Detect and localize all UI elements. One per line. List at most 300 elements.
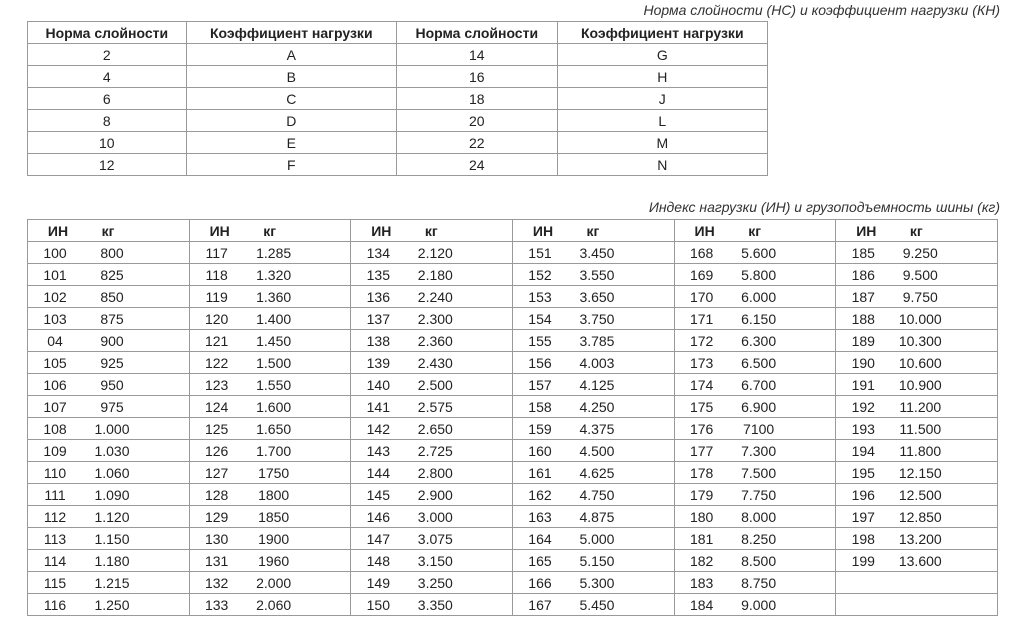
table-row	[28, 132, 768, 154]
load-table-header-row	[28, 220, 998, 242]
load-table-cell	[836, 374, 998, 396]
load-kg-value: 875	[100, 310, 124, 327]
load-kg-value: 2.360	[417, 332, 453, 349]
load-table-cell	[189, 462, 351, 484]
load-kg-value: 3.350	[417, 596, 453, 613]
load-kg-value: 4.250	[579, 398, 615, 415]
header-load-index: ИН	[209, 222, 230, 239]
load-table-cell	[189, 572, 351, 594]
load-kg-value: 6.900	[741, 398, 777, 415]
load-table-cell	[351, 374, 513, 396]
load-kg-value: 12.850	[898, 508, 942, 525]
load-kg-value: 8.250	[741, 530, 777, 547]
load-table-cell	[351, 506, 513, 528]
load-kg-value: 2.430	[417, 354, 453, 371]
load-kg-value: 2.575	[417, 398, 453, 415]
load-kg-value: 6.700	[741, 376, 777, 393]
load-table-cell	[28, 440, 190, 462]
table-row	[28, 242, 998, 264]
load-kg-value: 13.200	[898, 530, 942, 547]
load-table-cell	[512, 396, 674, 418]
load-index-value: 174	[689, 376, 714, 393]
load-index-value: 197	[851, 508, 875, 525]
load-index-value: 138	[366, 332, 390, 349]
header-load-coefficient: Коэффициент нагрузки	[557, 22, 767, 44]
load-kg-value: 11.800	[899, 442, 942, 459]
load-kg-value: 1.550	[256, 376, 292, 393]
load-index-value: 191	[851, 376, 875, 393]
load-kg-value: 1.150	[94, 530, 130, 547]
ply-rating-cell: 10	[28, 132, 187, 154]
load-index-value: 128	[204, 486, 229, 503]
table-row	[28, 44, 768, 66]
load-kg-value: 2.000	[256, 574, 292, 591]
load-index-value: 118	[205, 266, 228, 283]
load-index-value: 126	[204, 442, 229, 459]
load-coefficient-cell: C	[186, 88, 396, 110]
load-kg-value: 3.150	[417, 552, 453, 569]
load-kg-value: 9.000	[741, 596, 777, 613]
load-index-value: 132	[204, 574, 229, 591]
load-table-cell	[189, 550, 351, 572]
load-table-header-cell	[836, 220, 998, 242]
load-index-value: 121	[204, 332, 229, 349]
load-kg-value: 7.500	[741, 464, 777, 481]
load-kg-value: 6.300	[741, 332, 777, 349]
load-table-cell	[189, 308, 351, 330]
load-coefficient-cell: L	[557, 110, 767, 132]
ply-rating-cell: 18	[396, 88, 557, 110]
load-kg-value: 1.600	[256, 398, 292, 415]
load-index-value: 146	[366, 508, 390, 525]
load-table-cell	[512, 352, 674, 374]
load-kg-value: 4.003	[579, 354, 615, 371]
load-kg-value: 3.550	[579, 266, 615, 283]
load-table-cell	[674, 440, 836, 462]
load-table-cell	[28, 264, 190, 286]
table-row	[28, 572, 998, 594]
load-index-value: 100	[43, 244, 67, 261]
load-index-value: 163	[528, 508, 552, 525]
load-index-value: 101	[43, 266, 67, 283]
load-table-header-cell	[512, 220, 674, 242]
header-load-index: ИН	[371, 222, 392, 239]
load-index-value: 159	[528, 420, 552, 437]
ply-rating-cell: 14	[396, 44, 557, 66]
load-index-value: 181	[689, 530, 714, 547]
load-index-value: 106	[43, 376, 67, 393]
load-kg-value: 3.000	[417, 508, 453, 525]
load-index-value: 195	[851, 464, 875, 481]
load-kg-value: 2.120	[417, 244, 453, 261]
load-index-value: 117	[205, 244, 228, 261]
header-load-index: ИН	[856, 222, 877, 239]
load-kg-value: 1900	[258, 530, 290, 547]
load-coefficient-cell: N	[557, 154, 767, 176]
table-row	[28, 154, 768, 176]
load-coefficient-cell: D	[186, 110, 396, 132]
load-table-cell	[512, 550, 674, 572]
load-kg-value: 5.800	[741, 266, 777, 283]
load-table-cell	[28, 462, 190, 484]
load-kg-value: 1.650	[256, 420, 292, 437]
load-table-cell	[351, 330, 513, 352]
load-table-header-cell	[189, 220, 351, 242]
header-load-coefficient: Коэффициент нагрузки	[186, 22, 396, 44]
load-index-value: 170	[689, 288, 714, 305]
load-table-cell	[836, 352, 998, 374]
load-index-value: 143	[366, 442, 390, 459]
load-table-cell	[674, 418, 836, 440]
load-kg-value: 975	[100, 398, 124, 415]
table-row	[28, 594, 998, 616]
load-table-cell	[512, 308, 674, 330]
load-kg-value: 5.000	[579, 530, 615, 547]
load-table-cell	[836, 396, 998, 418]
header-kg: кг	[748, 222, 762, 239]
table-row	[28, 506, 998, 528]
ply-rating-cell: 8	[28, 110, 187, 132]
load-index-value: 179	[689, 486, 714, 503]
load-table-cell	[189, 418, 351, 440]
load-table-cell	[512, 440, 674, 462]
load-table-cell	[512, 264, 674, 286]
ply-rating-cell: 4	[28, 66, 187, 88]
load-table-cell	[674, 286, 836, 308]
ply-rating-cell: 22	[396, 132, 557, 154]
load-kg-value: 6.150	[741, 310, 777, 327]
load-index-value: 147	[366, 530, 390, 547]
load-index-value: 142	[366, 420, 390, 437]
load-kg-value: 7.750	[741, 486, 777, 503]
ply-rating-cell: 6	[28, 88, 187, 110]
load-kg-value: 1.450	[256, 332, 292, 349]
load-kg-value: 10.900	[898, 376, 942, 393]
load-index-value: 115	[43, 574, 67, 591]
load-kg-value: 1750	[258, 464, 290, 481]
load-table-cell	[28, 528, 190, 550]
header-kg: кг	[909, 222, 923, 239]
load-kg-value: 950	[100, 376, 124, 393]
table-row	[28, 484, 998, 506]
load-kg-value: 9.250	[902, 244, 938, 261]
load-index-value: 136	[366, 288, 390, 305]
load-kg-value: 1.360	[256, 288, 292, 305]
table-row	[28, 528, 998, 550]
load-table-cell	[674, 308, 836, 330]
load-index-value: 125	[204, 420, 229, 437]
table-row	[28, 110, 768, 132]
load-kg-value: 4.500	[579, 442, 615, 459]
load-table-cell	[674, 242, 836, 264]
load-table-cell	[351, 462, 513, 484]
load-kg-value: 4.750	[579, 486, 615, 503]
load-table-cell	[674, 374, 836, 396]
load-index-value: 156	[528, 354, 552, 371]
load-index-value: 120	[204, 310, 229, 327]
load-kg-value: 8.750	[741, 574, 777, 591]
load-table-cell	[836, 286, 998, 308]
load-table-cell	[351, 572, 513, 594]
load-kg-value: 4.375	[579, 420, 615, 437]
load-index-value: 130	[204, 530, 229, 547]
load-table-cell	[189, 484, 351, 506]
load-table-cell	[351, 440, 513, 462]
load-table-cell	[836, 528, 998, 550]
load-table-cell	[351, 308, 513, 330]
load-table-cell	[351, 242, 513, 264]
load-kg-value: 1.500	[256, 354, 292, 371]
load-table-cell	[512, 594, 674, 616]
header-load-index: ИН	[694, 222, 715, 239]
load-coefficient-cell: B	[186, 66, 396, 88]
load-coefficient-cell: G	[557, 44, 767, 66]
load-table-cell	[674, 330, 836, 352]
load-table-cell	[512, 418, 674, 440]
load-index-value: 171	[689, 310, 714, 327]
load-kg-value: 5.300	[579, 574, 615, 591]
load-index-value: 167	[528, 596, 552, 613]
load-index-value: 107	[43, 398, 67, 415]
load-kg-value: 6.500	[741, 354, 777, 371]
table-row	[28, 286, 998, 308]
table-row	[28, 264, 998, 286]
load-table-cell	[28, 330, 190, 352]
load-index-value: 123	[204, 376, 229, 393]
load-index-value: 153	[528, 288, 552, 305]
table-row	[28, 308, 998, 330]
load-kg-value: 11.500	[899, 420, 942, 437]
load-kg-value: 2.300	[417, 310, 453, 327]
load-index-value: 165	[528, 552, 552, 569]
table-row	[28, 352, 998, 374]
load-table-cell	[836, 440, 998, 462]
load-table-cell	[28, 572, 190, 594]
load-index-value: 103	[43, 310, 67, 327]
load-kg-value: 825	[100, 266, 124, 283]
load-coefficient-cell: F	[186, 154, 396, 176]
header-ply-rating: Норма слойности	[28, 22, 187, 44]
load-table-cell	[351, 264, 513, 286]
load-index-value: 193	[851, 420, 875, 437]
table-row	[28, 462, 998, 484]
load-kg-value: 6.000	[741, 288, 777, 305]
load-index-value: 137	[366, 310, 390, 327]
header-kg: кг	[586, 222, 600, 239]
load-index-value: 183	[689, 574, 714, 591]
table-row	[28, 374, 998, 396]
load-table-cell	[351, 286, 513, 308]
load-index-value: 149	[366, 574, 390, 591]
load-index-value: 113	[43, 530, 67, 547]
load-table-cell	[512, 506, 674, 528]
load-index-value: 111	[44, 486, 66, 503]
load-index-value: 188	[851, 310, 875, 327]
load-kg-value: 7100	[743, 420, 775, 437]
ply-rating-cell: 16	[396, 66, 557, 88]
load-table-cell	[674, 550, 836, 572]
load-index-value: 102	[43, 288, 67, 305]
load-table-cell	[836, 506, 998, 528]
load-index-value: 112	[43, 508, 67, 525]
load-kg-value: 3.250	[417, 574, 453, 591]
load-index-value: 192	[851, 398, 875, 415]
load-table-cell	[189, 440, 351, 462]
load-table-header-cell	[28, 220, 190, 242]
load-index-value: 151	[528, 244, 552, 261]
load-table-cell	[674, 352, 836, 374]
load-table-cell	[674, 396, 836, 418]
load-kg-value: 1.180	[94, 552, 130, 569]
load-table-cell	[836, 550, 998, 572]
load-kg-value: 1800	[258, 486, 290, 503]
load-kg-value: 8.000	[741, 508, 777, 525]
load-table-cell	[189, 374, 351, 396]
load-kg-value: 12.500	[898, 486, 942, 503]
load-table-cell	[351, 528, 513, 550]
load-index-value: 184	[689, 596, 714, 613]
load-kg-value: 3.450	[579, 244, 615, 261]
load-kg-value: 3.075	[417, 530, 453, 547]
load-table-cell	[28, 242, 190, 264]
load-table-cell	[836, 594, 998, 616]
load-index-value: 187	[851, 288, 875, 305]
load-index-value: 154	[528, 310, 552, 327]
load-kg-value: 3.750	[579, 310, 615, 327]
load-kg-value: 2.800	[417, 464, 453, 481]
load-index-value: 119	[205, 288, 228, 305]
load-table-cell	[836, 462, 998, 484]
load-kg-value: 3.650	[579, 288, 615, 305]
load-table-cell	[836, 242, 998, 264]
load-kg-value: 900	[100, 332, 124, 349]
load-kg-value: 1.060	[94, 464, 130, 481]
load-kg-value: 1850	[258, 508, 290, 525]
load-kg-value: 11.200	[899, 398, 942, 415]
load-table-cell	[28, 484, 190, 506]
load-table-cell	[351, 594, 513, 616]
load-index-value: 199	[851, 552, 875, 569]
load-kg-value: 850	[100, 288, 124, 305]
load-index-value: 186	[851, 266, 875, 283]
load-table-cell	[28, 286, 190, 308]
load-kg-value: 1.000	[94, 420, 130, 437]
load-table-cell	[189, 396, 351, 418]
load-table-cell	[512, 572, 674, 594]
load-index-value: 182	[689, 552, 714, 569]
load-index-value: 176	[689, 420, 714, 437]
load-kg-value: 2.650	[417, 420, 453, 437]
load-table-header-cell	[351, 220, 513, 242]
load-coefficient-cell: J	[557, 88, 767, 110]
load-index-value: 127	[204, 464, 229, 481]
load-table-cell	[512, 374, 674, 396]
load-kg-value: 2.900	[417, 486, 453, 503]
load-table-cell	[512, 242, 674, 264]
load-table-cell	[189, 594, 351, 616]
load-index-value: 168	[689, 244, 714, 261]
load-table-cell	[28, 550, 190, 572]
header-kg: кг	[263, 222, 277, 239]
load-kg-value: 4.625	[579, 464, 615, 481]
header-kg: кг	[101, 222, 115, 239]
load-table-cell	[512, 462, 674, 484]
load-table-cell	[512, 286, 674, 308]
load-index-value: 173	[689, 354, 714, 371]
load-kg-value: 2.725	[417, 442, 453, 459]
load-table-cell	[189, 242, 351, 264]
load-kg-value: 1.285	[256, 244, 292, 261]
header-load-index: ИН	[47, 222, 69, 239]
table-row	[28, 550, 998, 572]
load-index-value: 105	[43, 354, 67, 371]
load-index-value: 152	[528, 266, 552, 283]
load-kg-value: 1.215	[94, 574, 130, 591]
load-table-cell	[836, 484, 998, 506]
ply-table-header-row	[28, 22, 768, 44]
header-ply-rating: Норма слойности	[396, 22, 557, 44]
load-table-cell	[836, 572, 998, 594]
table-row	[28, 418, 998, 440]
load-kg-value: 9.500	[902, 266, 938, 283]
load-index-value: 161	[528, 464, 552, 481]
load-kg-value: 5.600	[741, 244, 777, 261]
load-table-cell	[836, 330, 998, 352]
load-index-value: 140	[366, 376, 390, 393]
load-kg-value: 2.240	[417, 288, 453, 305]
load-table-cell	[351, 484, 513, 506]
load-table-cell	[512, 330, 674, 352]
load-kg-value: 2.180	[417, 266, 453, 283]
load-table-cell	[189, 352, 351, 374]
load-kg-value: 1.120	[94, 508, 130, 525]
load-table-cell	[28, 418, 190, 440]
load-index-value: 109	[43, 442, 67, 459]
load-index-value: 178	[689, 464, 714, 481]
load-table-cell	[28, 308, 190, 330]
load-index-value: 04	[47, 332, 63, 349]
load-kg-value: 1.320	[256, 266, 292, 283]
load-index-value: 145	[366, 486, 390, 503]
header-load-index: ИН	[532, 222, 554, 239]
load-index-value: 194	[851, 442, 875, 459]
load-table-cell	[189, 330, 351, 352]
ply-rating-cell: 12	[28, 154, 187, 176]
load-table-header-cell	[674, 220, 836, 242]
load-kg-value: 925	[100, 354, 124, 371]
load-index-value: 175	[689, 398, 714, 415]
load-kg-value: 1.030	[94, 442, 130, 459]
load-table-cell	[836, 308, 998, 330]
load-table-cell	[674, 528, 836, 550]
load-index-value: 155	[528, 332, 552, 349]
load-index-value: 172	[689, 332, 714, 349]
load-coefficient-cell: M	[557, 132, 767, 154]
load-kg-value: 4.875	[579, 508, 615, 525]
load-index-value: 129	[204, 508, 229, 525]
load-index-value: 162	[528, 486, 552, 503]
load-index-value: 131	[204, 552, 229, 569]
load-index-value: 133	[204, 596, 229, 613]
table-row	[28, 440, 998, 462]
load-index-value: 157	[528, 376, 552, 393]
load-table-cell	[512, 484, 674, 506]
load-table-cell	[674, 264, 836, 286]
load-kg-value: 800	[100, 244, 124, 261]
load-kg-value: 8.500	[741, 552, 777, 569]
load-table-caption: Индекс нагрузки (ИН) и грузоподъемность шины (кг)	[648, 199, 1000, 215]
load-kg-value: 1960	[258, 552, 290, 569]
